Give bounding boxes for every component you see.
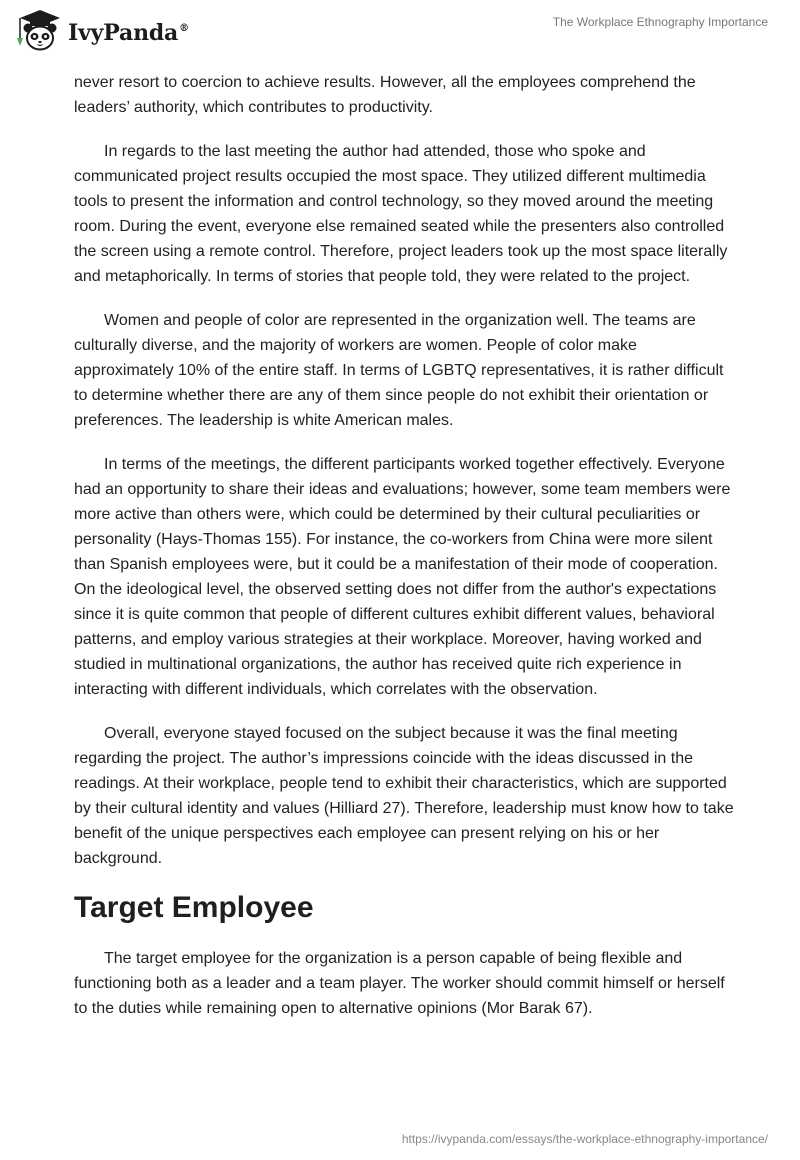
page-header (0, 0, 800, 60)
paragraph: In regards to the last meeting the author had attended, those who spoke and communicated project results occupied the most space. They utilized different multimedia tools to present the information and control technology, so they moved around the meeting room. During the event, everyone else remained seated while the presenters also controlled the screen using a remote control. Therefore, project leaders took up the most space literally and metaphorically. In terms of stories that people told, they were related to the project. (74, 143, 728, 285)
brand-name: IvyPanda® (68, 20, 189, 46)
paragraph-continued: never resort to coercion to achieve results. However, all the employees comprehend the leaders’ authority, which contributes to productivity. (74, 74, 696, 116)
panda-graduate-icon (14, 8, 66, 54)
paragraph: In terms of the meetings, the different participants worked together effectively. Everyone had an opportunity to share their ideas and evaluations; however, some team members were more active than others were, which could be determined by their cultural peculiarities or personality (Hays-Thomas 155). For instance, the co-workers from China were more silent than Spanish employees were, but it could be a manifestation of their mode of cooperation. On the ideological level, the observed setting does not differ from the author's expectations since it is quite common that people of different cultures exhibit different values, behavioral patterns, and employ various strategies at their workplace. Moreover, having worked and studied in multinational organizations, the author has received quite rich experience in interacting with different individuals, which correlates with the observation. (74, 456, 731, 698)
paragraph: The target employee for the organization is a person capable of being flexible and functioning both as a leader and a team player. The worker should commit himself or herself to the duties while remaining open to alternative opinions (Mor Barak 67). (74, 950, 725, 1017)
section-heading: Target Employee (74, 891, 314, 924)
essay-content (74, 70, 734, 1040)
paragraph: Overall, everyone stayed focused on the subject because it was the final meeting regarding the project. The author’s impressions coincide with the ideas discussed in the readings. At their workplace, people tend to exhibit their characteristics, which are supported by their cultural identity and values (Hilliard 27). Therefore, leadership must know how to take benefit of the unique perspectives each employee can present relying on his or her background. (74, 725, 734, 867)
source-url[interactable]: https://ivypanda.com/essays/the-workplace-ethnography-importance/ (401, 1132, 768, 1146)
ivypanda-logo[interactable] (14, 8, 189, 54)
registered-mark: ® (179, 23, 189, 34)
document-title: The Workplace Ethnography Importance (552, 15, 768, 29)
paragraph: Women and people of color are represented in the organization well. The teams are culturally diverse, and the majority of workers are women. People of color make approximately 10% of the entire staff. In terms of LGBTQ representatives, it is rather difficult to determine whether there are any of them since people do not exhibit their orientation or preferences. The leadership is white American males. (74, 312, 724, 429)
